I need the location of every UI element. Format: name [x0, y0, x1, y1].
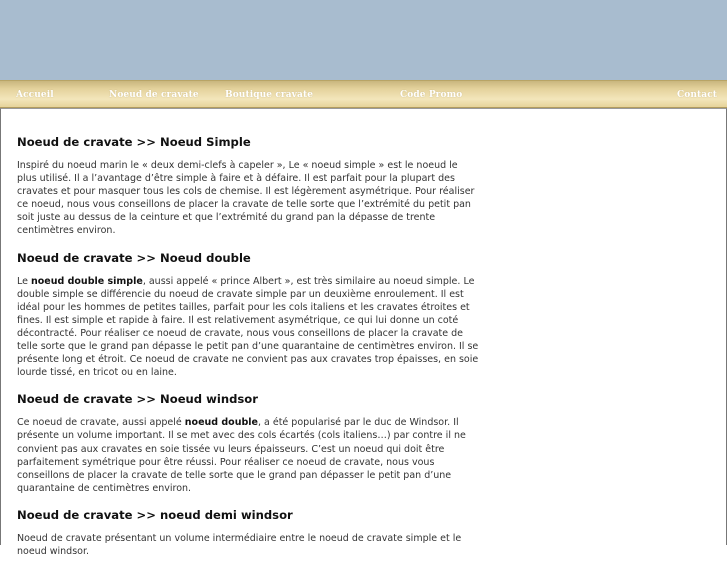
section-paragraph	[17, 275, 479, 380]
article	[17, 135, 479, 571]
section-paragraph	[17, 532, 479, 558]
section-paragraph	[17, 159, 479, 238]
section-noeud-windsor	[17, 392, 479, 495]
section-noeud-double	[17, 251, 479, 380]
paragraph-text: , a été popularisé par le duc de Windsor. Il présente un volume important. Il se met avec des cols écartés (cols italiens…) par contre il ne convient pas aux cravates en soie tissée vu leurs épaisseurs. C’est un noeud qui doit être parfaitement symétrique pour être réussi. Pour réaliser ce noeud de cravate, nous vous conseillons de placer la cravate de telle sorte que le grand pan dépasser le petit pan d’une quarantaine de centimètres environ.	[17, 417, 466, 494]
section-noeud-simple	[17, 135, 479, 238]
nav-link-code-promo[interactable]: Code Promo	[400, 90, 463, 100]
section-paragraph	[17, 416, 479, 495]
bold-term: noeud double simple	[31, 275, 143, 287]
main-navigation	[0, 80, 727, 108]
nav-link-contact[interactable]: Contact	[677, 90, 718, 100]
header-banner	[0, 0, 727, 80]
section-title: Noeud de cravate >> Noeud Simple	[17, 135, 251, 149]
section-title: Noeud de cravate >> Noeud double	[17, 250, 251, 265]
nav-link-noeud-de-cravate[interactable]: Noeud de cravate	[109, 90, 199, 100]
section-title: Noeud de cravate >> Noeud windsor	[17, 392, 258, 407]
section-noeud-demi-windsor	[17, 508, 479, 558]
paragraph-text: Inspiré du noeud marin le « deux demi-clefs à capeler », Le « noeud simple » est le noeud le plus utilisé. Il a l’avantage d’être simple à faire et à défaire. Il est parfait pour la plupart des cravates et pour masquer tous les cols de chemise. Il est légèrement asymétrique. Pour réaliser ce noeud, nous vous conseillons de placer la cravate de telle sorte que l’extrémité du petit pan soit juste au dessus de la ceinture et que l’extrémité du grand pan la dépasse de trente centimètres environ.	[17, 160, 475, 237]
paragraph-text: Le	[17, 275, 31, 287]
paragraph-text: , aussi appelé « prince Albert », est très similaire au noeud simple. Le double simple se différencie du noeud de cravate simple par un deuxième enroulement. Il est idéal pour les hommes de petites tailles, parfait pour les cols italiens et les cravates étroites et fines. Il est simple et rapide à faire. Il est relativement asymétrique, ce qui lui donne un coté décontracté. Pour réaliser ce noeud de cravate, nous vous conseillons de placer la cravate de telle sorte que le grand pan dépasse le petit pan d’une quarantaine de centimètres environ. Il se présente long et étroit. Ce noeud de cravate ne convient pas aux cravates trop épaisses, en soie lourde tissé, en tricot ou en laine.	[17, 275, 479, 379]
main-content	[0, 108, 727, 557]
section-title: Noeud de cravate >> noeud demi windsor	[17, 507, 293, 522]
paragraph-text: Ce noeud de cravate, aussi appelé	[17, 417, 185, 429]
nav-link-boutique-cravate[interactable]: Boutique cravate	[225, 90, 314, 100]
bold-term: noeud double	[184, 417, 258, 429]
paragraph-text: Noeud de cravate présentant un volume intermédiaire entre le noeud de cravate simple et le noeud windsor.	[17, 532, 462, 557]
nav-link-accueil[interactable]: Accueil	[16, 90, 54, 100]
